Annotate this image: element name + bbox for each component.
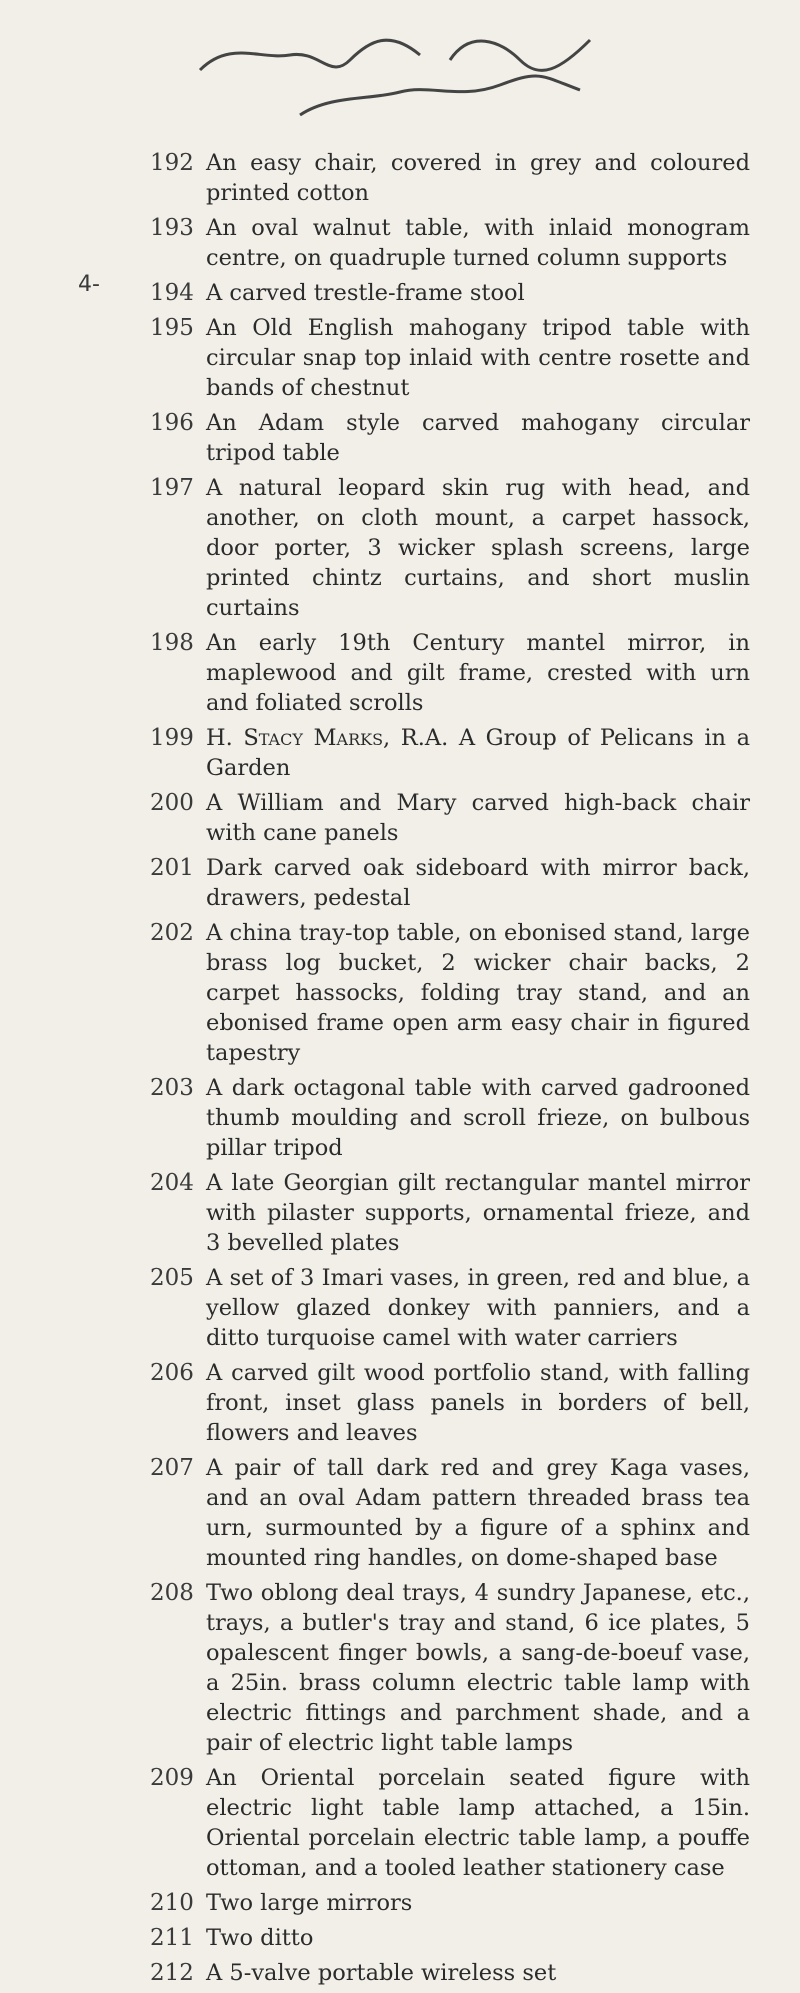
lot-description: A carved gilt wood portfolio stand, with falling front, inset glass panels in borders of bell, flowers and leaves <box>206 1360 750 1446</box>
lot-number: 192 <box>150 150 194 176</box>
lot-entry <box>150 918 750 1068</box>
handwritten-annotation <box>0 0 800 140</box>
lot-description: An Adam style carved mahogany circular tripod table <box>206 410 750 466</box>
lot-description: An early 19th Century mantel mirror, in maplewood and gilt frame, crested with urn and foliated scrolls <box>206 630 750 716</box>
lot-entry <box>150 1578 750 1758</box>
lot-description: A William and Mary carved high-back chair with cane panels <box>206 790 750 846</box>
lot-description: A dark octagonal table with carved gadrooned thumb moulding and scroll frieze, on bulbous pillar tripod <box>206 1075 750 1161</box>
lot-number: 204 <box>150 1170 194 1196</box>
lot-description: A natural leopard skin rug with head, and another, on cloth mount, a carpet hassock, door porter, 3 wicker splash screens, large printed chintz curtains, and short muslin curtains <box>206 475 750 621</box>
lot-entry <box>150 853 750 913</box>
lot-number: 202 <box>150 920 194 946</box>
lot-number: 194 <box>150 280 194 306</box>
lot-description: Two oblong deal trays, 4 sundry Japanese, etc., trays, a butler's tray and stand, 6 ice plates, 5 opalescent finger bowls, a sang-de-boeuf vase, a 25in. brass column electric table lamp with electric fittings and parchment shade, and a pair of electric light table lamps <box>206 1580 750 1756</box>
lot-entry <box>150 213 750 273</box>
lot-description: Two large mirrors <box>206 1890 413 1916</box>
lot-entry <box>150 1263 750 1353</box>
lot-entry <box>150 788 750 848</box>
lot-number: 212 <box>150 1960 194 1986</box>
lot-number: 197 <box>150 475 194 501</box>
lot-entry <box>150 408 750 468</box>
lot-entry <box>150 473 750 623</box>
margin-note: 4- <box>78 272 100 297</box>
lot-entry <box>150 1453 750 1573</box>
lot-description: An Oriental porcelain seated figure with electric light table lamp attached, a 15in. Oriental porcelain electric table lamp, a pouffe ottoman, and a tooled leather stationery case <box>206 1765 750 1881</box>
lot-entry <box>150 1763 750 1883</box>
lot-entry <box>150 1958 750 1988</box>
lot-entry <box>150 1073 750 1163</box>
lot-entry <box>150 313 750 403</box>
lot-description: A pair of tall dark red and grey Kaga vases, and an oval Adam pattern threaded brass tea urn, surmounted by a figure of a sphinx and mounted ring handles, on dome-shaped base <box>206 1455 750 1571</box>
lot-description: A carved trestle-frame stool <box>206 280 525 306</box>
lot-description: An easy chair, covered in grey and coloured printed cotton <box>206 150 750 206</box>
lot-entry <box>150 628 750 718</box>
lot-number: 200 <box>150 790 194 816</box>
lot-number: 196 <box>150 410 194 436</box>
lot-entry <box>150 1168 750 1258</box>
lot-description: An oval walnut table, with inlaid monogram centre, on quadruple turned column supports <box>206 215 750 271</box>
lot-entry <box>150 148 750 208</box>
lot-entry <box>150 1888 750 1918</box>
artist-name: H. Stacy Marks, R.A. <box>206 725 449 751</box>
lot-number: 207 <box>150 1455 194 1481</box>
lot-number: 208 <box>150 1580 194 1606</box>
lot-entry <box>150 278 750 308</box>
lot-number: 199 <box>150 725 194 751</box>
lot-description: A 5-valve portable wireless set <box>206 1960 557 1986</box>
lot-description: An Old English mahogany tripod table with circular snap top inlaid with centre rosette and bands of chestnut <box>206 315 750 401</box>
lot-number: 205 <box>150 1265 194 1291</box>
lot-number: 198 <box>150 630 194 656</box>
lot-number: 195 <box>150 315 194 341</box>
lot-number: 201 <box>150 855 194 881</box>
lot-number: 209 <box>150 1765 194 1791</box>
lot-description: Dark carved oak sideboard with mirror back, drawers, pedestal <box>206 855 750 911</box>
lot-description: A set of 3 Imari vases, in green, red and blue, a yellow glazed donkey with panniers, and a ditto turquoise camel with water carriers <box>206 1265 750 1351</box>
lot-entry <box>150 723 750 783</box>
lot-number: 211 <box>150 1925 194 1951</box>
lot-number: 206 <box>150 1360 194 1386</box>
lot-description: A china tray-top table, on ebonised stand, large brass log bucket, 2 wicker chair backs, 2 carpet hassocks, folding tray stand, and an ebonised frame open arm easy chair in figured tapestry <box>206 920 750 1066</box>
lot-number: 203 <box>150 1075 194 1101</box>
lot-number: 193 <box>150 215 194 241</box>
lot-list <box>150 148 750 1993</box>
lot-entry <box>150 1358 750 1448</box>
artwork-title: A Group of Pelicans in a Garden <box>206 725 750 781</box>
lot-description <box>206 723 750 783</box>
lot-description: A late Georgian gilt rectangular mantel mirror with pilaster supports, ornamental frieze, and 3 bevelled plates <box>206 1170 750 1256</box>
lot-entry <box>150 1923 750 1953</box>
lot-number: 210 <box>150 1890 194 1916</box>
lot-description: Two ditto <box>206 1925 314 1951</box>
